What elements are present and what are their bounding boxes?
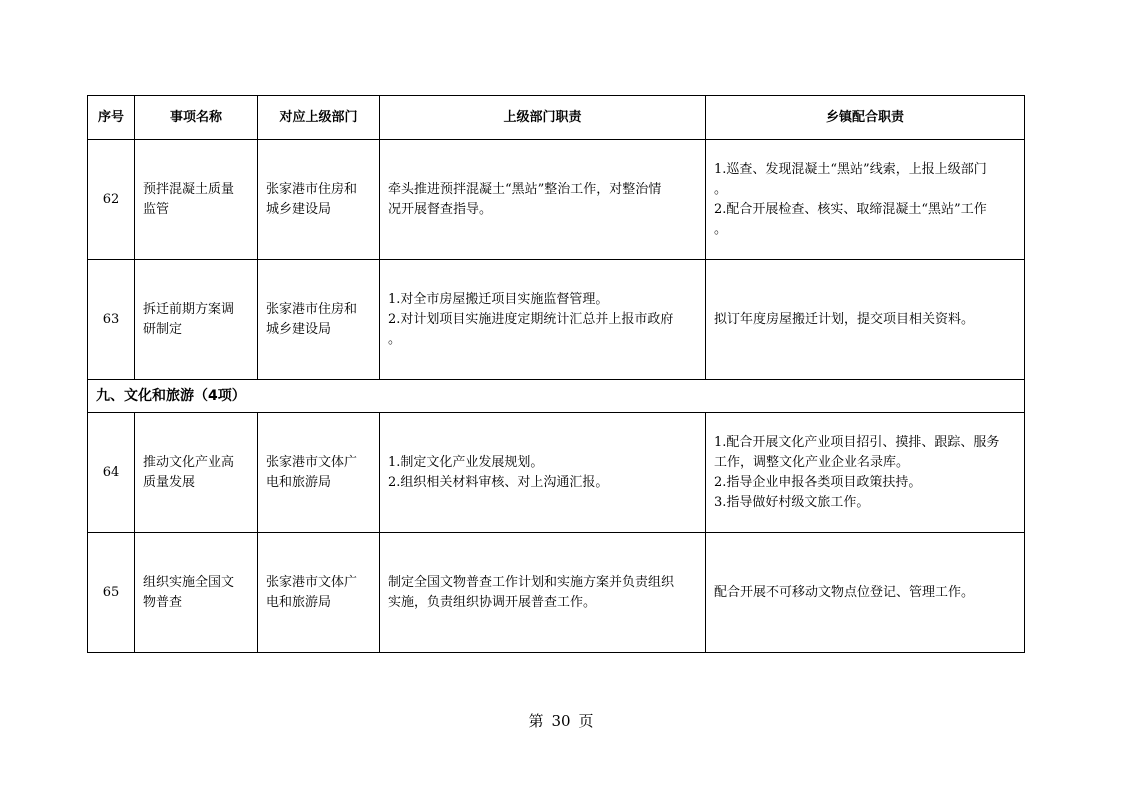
item-name: 拆迁前期方案调 研制定 (135, 260, 258, 380)
row-number: 63 (88, 260, 135, 380)
page-footer (0, 710, 1122, 731)
header-coop: 乡镇配合职责 (706, 96, 1025, 140)
header-dept: 对应上级部门 (258, 96, 380, 140)
department: 张家港市文体广 电和旅游局 (258, 413, 380, 533)
page-prefix: 第 (528, 712, 544, 730)
department: 张家港市住房和 城乡建设局 (258, 140, 380, 260)
item-name: 预拌混凝土质量 监管 (135, 140, 258, 260)
header-row (88, 96, 1025, 140)
table-row (88, 140, 1025, 260)
town-cooperation: 1.巡查、发现混凝土“黑站”线索，上报上级部门 。 2.配合开展检查、核实、取缔混凝土“黑站”工作 。 (706, 140, 1025, 260)
department-duty: 1.对全市房屋搬迁项目实施监督管理。 2.对计划项目实施进度定期统计汇总并上报市政府 。 (380, 260, 706, 380)
section-row (88, 380, 1025, 413)
town-cooperation: 拟订年度房屋搬迁计划，提交项目相关资料。 (706, 260, 1025, 380)
duties-table (87, 95, 1025, 653)
header-duty: 上级部门职责 (380, 96, 706, 140)
town-cooperation: 1.配合开展文化产业项目招引、摸排、跟踪、服务 工作，调整文化产业企业名录库。 2.指导企业申报各类项目政策扶持。 3.指导做好村级文旅工作。 (706, 413, 1025, 533)
header-name: 事项名称 (135, 96, 258, 140)
table-row (88, 260, 1025, 380)
row-number: 65 (88, 533, 135, 653)
row-number: 64 (88, 413, 135, 533)
page-number: 30 (551, 712, 571, 730)
department-duty: 制定全国文物普查工作计划和实施方案并负责组织 实施，负责组织协调开展普查工作。 (380, 533, 706, 653)
department: 张家港市住房和 城乡建设局 (258, 260, 380, 380)
page-suffix: 页 (578, 712, 594, 730)
town-cooperation: 配合开展不可移动文物点位登记、管理工作。 (706, 533, 1025, 653)
row-number: 62 (88, 140, 135, 260)
table-row (88, 413, 1025, 533)
table-row (88, 533, 1025, 653)
department: 张家港市文体广 电和旅游局 (258, 533, 380, 653)
section-title: 九、文化和旅游（4项） (88, 380, 1025, 413)
header-num: 序号 (88, 96, 135, 140)
department-duty: 1.制定文化产业发展规划。 2.组织相关材料审核、对上沟通汇报。 (380, 413, 706, 533)
department-duty: 牵头推进预拌混凝土“黑站”整治工作，对整治情 况开展督查指导。 (380, 140, 706, 260)
item-name: 组织实施全国文 物普查 (135, 533, 258, 653)
item-name: 推动文化产业高 质量发展 (135, 413, 258, 533)
